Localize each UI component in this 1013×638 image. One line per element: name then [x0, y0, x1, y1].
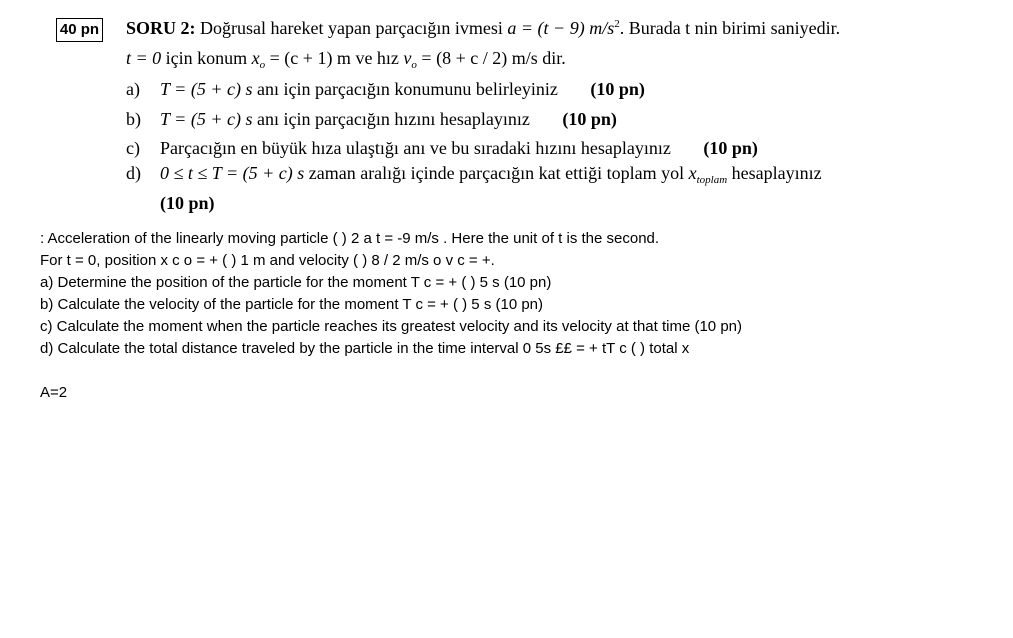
points-badge: 40 pn [56, 18, 103, 42]
velocity-label: ve hız [355, 48, 399, 68]
translation-item-b: b) Calculate the velocity of the particle for the moment T c = + ( ) 5 s (10 pn) [40, 296, 544, 313]
translation-line-2: For t = 0, position x c o = + ( ) 1 m and velocity ( ) 8 / 2 m/s o v c = +. [40, 252, 495, 269]
item-d [126, 162, 822, 184]
item-d-points: (10 pn) [160, 193, 215, 213]
item-d-math: 0 ≤ t ≤ T = (5 + c) s [160, 163, 305, 183]
translation-line-1: : Acceleration of the linearly moving particle ( ) 2 a t = -9 m/s . Here the unit of t is the second. [40, 230, 660, 247]
position-var: $x_o$ [251, 48, 266, 71]
question-number: SORU 2: [126, 18, 196, 38]
item-b-points: (10 pn) [562, 109, 617, 129]
total-distance-var: $x_{toplam}$ [688, 163, 728, 186]
item-a-points: (10 pn) [590, 79, 645, 99]
item-b [126, 108, 617, 130]
item-a-label: a) [126, 79, 140, 99]
question-line-2 [126, 47, 566, 69]
translation-item-d: d) Calculate the total distance traveled by the particle in the time interval 0 5s ££ = + tT c ( ) total x [40, 340, 690, 357]
acceleration-formula: a = (t − 9) $m/s^2$ [507, 18, 620, 38]
footer-note: A=2 [40, 384, 68, 401]
position-label: için konum [165, 48, 248, 68]
item-d-tail: hesaplayınız [731, 163, 822, 183]
translation-item-c: c) Calculate the moment when the particle reaches its greatest velocity and its velocity at that time (10 pn) [40, 318, 742, 335]
item-a [126, 78, 645, 100]
item-a-math: T = (5 + c) s [160, 79, 253, 99]
question-intro: Doğrusal hareket yapan parçacığın ivmesi [200, 18, 503, 38]
time-unit-note: . Burada t nin birimi saniyedir. [619, 18, 841, 38]
line2-tail: dir. [542, 48, 566, 68]
item-b-text: anı için parçacığın hızını hesaplayınız [256, 109, 530, 129]
position-formula: = (c + 1) m [269, 48, 351, 68]
item-d-label: d) [126, 163, 141, 183]
time-zero: t = 0 [126, 48, 162, 68]
item-c-text: Parçacığın en büyük hıza ulaştığı anı ve bu sıradaki hızını hesaplayınız [160, 138, 671, 158]
velocity-formula: = (8 + c / 2) m/s [421, 48, 538, 68]
item-c-label: c) [126, 138, 140, 158]
velocity-var: $v_o$ [403, 48, 417, 71]
translation-item-a: a) Determine the position of the particle for the moment T c = + ( ) 5 s (10 pn) [40, 274, 552, 291]
item-d-text: zaman aralığı içinde parçacığın kat ettiği toplam yol [308, 163, 685, 183]
item-c [126, 137, 758, 159]
item-a-text: anı için parçacığın konumunu belirleyiniz [256, 79, 558, 99]
question-line-1 [126, 17, 840, 39]
item-b-label: b) [126, 109, 141, 129]
item-b-math: T = (5 + c) s [160, 109, 253, 129]
item-c-points: (10 pn) [703, 138, 758, 158]
